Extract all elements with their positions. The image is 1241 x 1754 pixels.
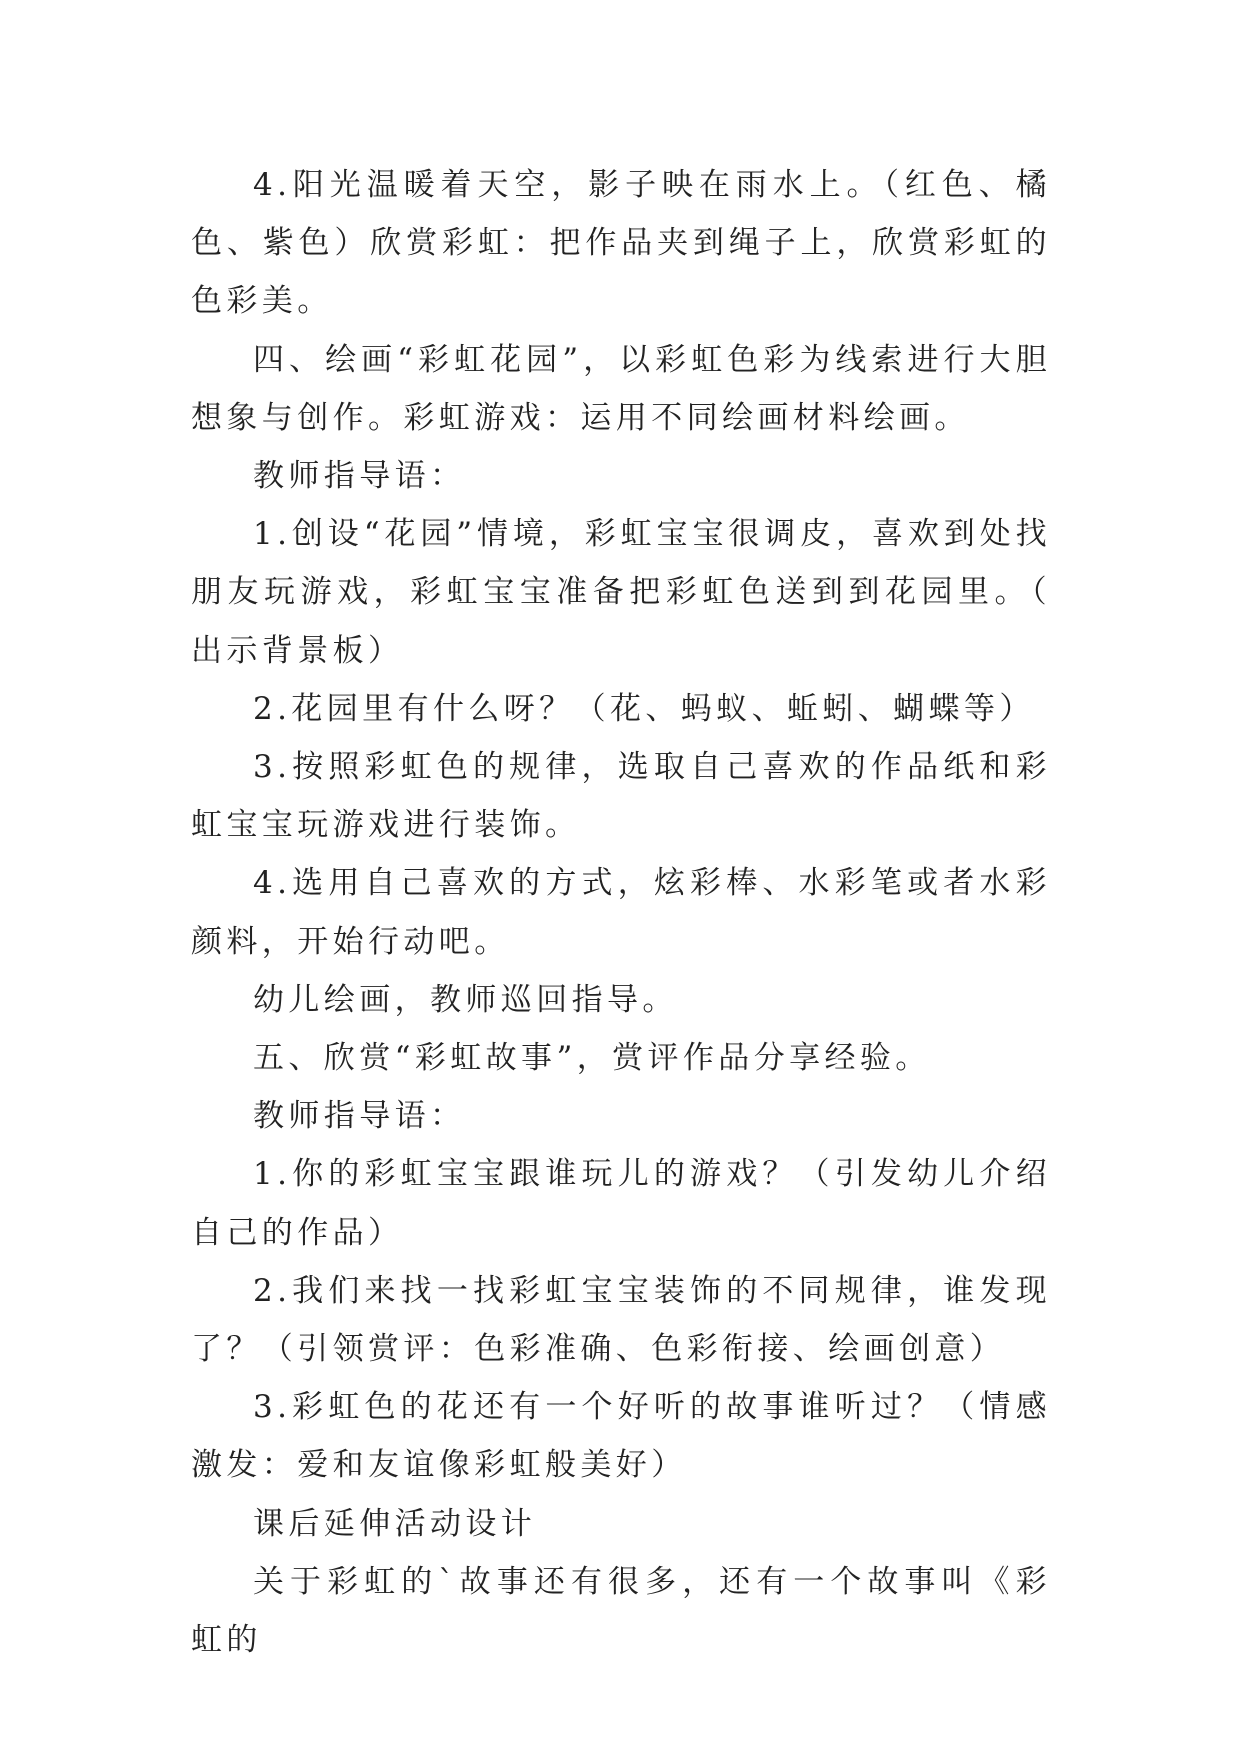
paragraph-guide-item-4: 4.选用自己喜欢的方式，炫彩棒、水彩笔或者水彩颜料，开始行动吧。 <box>191 865 1051 960</box>
paragraph-review-item-3: 3.彩虹色的花还有一个好听的故事谁听过？（情感激发：爱和友谊像彩虹般美好） <box>191 1389 1051 1484</box>
paragraph-extension-text: 关于彩虹的`故事还有很多，还有一个故事叫《彩虹的 <box>191 1563 1051 1659</box>
paragraph-review-item-1: 1.你的彩虹宝宝跟谁玩儿的游戏？（引发幼儿介绍自己的作品） <box>191 1156 1051 1251</box>
paragraph-teacher-guide-label-2: 教师指导语： <box>253 1098 466 1135</box>
paragraph-extension-heading: 课后延伸活动设计 <box>253 1505 537 1542</box>
paragraph-teacher-guide-label: 教师指导语： <box>253 458 466 495</box>
document-body <box>191 156 1051 1669</box>
paragraph-section-five-heading: 五、欣赏“彩虹故事”，赏评作品分享经验。 <box>253 1040 931 1077</box>
paragraph-guide-item-3: 3.按照彩虹色的规律，选取自己喜欢的作品纸和彩虹宝宝玩游戏进行装饰。 <box>191 749 1051 844</box>
paragraph-activity-step-4: 4.阳光温暖着天空，影子映在雨水上。（红色、橘色、紫色）欣赏彩虹：把作品夹到绳子上，欣赏彩虹的色彩美。 <box>191 167 1051 320</box>
paragraph-children-drawing: 幼儿绘画，教师巡回指导。 <box>253 981 678 1018</box>
paragraph-guide-item-2: 2.花园里有什么呀？（花、蚂蚁、蚯蚓、蝴蝶等） <box>253 690 1035 727</box>
paragraph-review-item-2: 2.我们来找一找彩虹宝宝装饰的不同规律，谁发现了？（引领赏评：色彩准确、色彩衔接、绘画创意） <box>191 1272 1051 1368</box>
paragraph-section-four-heading: 四、绘画“彩虹花园”，以彩虹色彩为线索进行大胆想象与创作。彩虹游戏：运用不同绘画材料绘画。 <box>191 341 1051 436</box>
paragraph-guide-item-1: 1.创设“花园”情境，彩虹宝宝很调皮，喜欢到处找朋友玩游戏，彩虹宝宝准备把彩虹色送到到花园里。（出示背景板） <box>191 516 1051 669</box>
